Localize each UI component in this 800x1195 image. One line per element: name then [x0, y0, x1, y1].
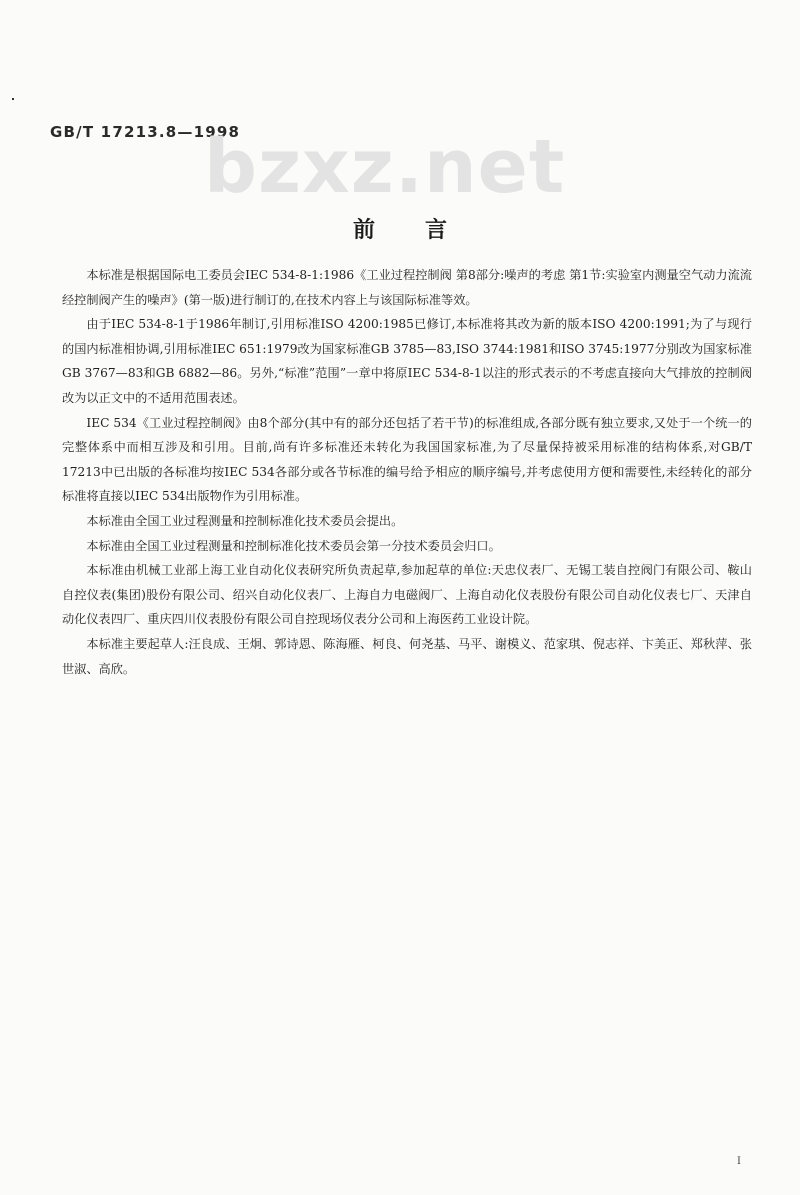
paragraph-1: 本标准是根据国际电工委员会IEC 534-8-1:1986《工业过程控制阀 第8部分:噪声的考虑 第1节:实验室内测量空气动力流流经控制阀产生的噪声》(第一版)进行制订的,在技术内容上与该国际标准等效。 — [62, 268, 752, 307]
paragraph-3: IEC 534《工业过程控制阀》由8个部分(其中有的部分还包括了若干节)的标准组成,各部分既有独立要求,又处于一个统一的完整体系中而相互涉及和引用。目前,尚有许多标准还未转化为我国国家标准,为了尽量保持被采用标准的结构体系,对GB/T 17213中已出版的各标准均按IEC 534各部分或各节标准的编号给予相应的顺序编号,并考虑使用方便和需要性,未经转化的部分标准将直接以IEC 534出版物作为引用标准。 — [62, 415, 752, 504]
scan-speck — [12, 98, 14, 100]
paragraph-6: 本标准由机械工业部上海工业自动化仪表研究所负责起草,参加起草的单位:天忠仪表厂、无锡工装自控阀门有限公司、鞍山自控仪表(集团)股份有限公司、绍兴自动化仪表厂、上海自力电磁阀厂、上海自动化仪表股份有限公司自动化仪表七厂、天津自动化仪表四厂、重庆四川仪表股份有限公司自控现场仪表分公司和上海医药工业设计院。 — [62, 563, 752, 627]
site-watermark: bzxz.net — [204, 124, 566, 210]
paragraph-4: 本标准由全国工业过程测量和控制标准化技术委员会提出。 — [86, 513, 404, 528]
foreword-body — [62, 263, 752, 681]
paragraph-7: 本标准主要起草人:汪良成、王炯、郭诗恩、陈海雁、柯良、何尧基、马平、谢模义、范家琪、倪志祥、卞美正、郑秋萍、张世淑、高欣。 — [62, 636, 752, 676]
page-number: I — [737, 1156, 741, 1167]
page-title: 前言 — [352, 217, 497, 243]
paragraph-2: 由于IEC 534-8-1于1986年制订,引用标准ISO 4200:1985已修订,本标准将其改为新的版本ISO 4200:1991;为了与现行的国内标准相协调,引用标准IEC 651:1979改为国家标准GB 3785—83,ISO 3744:1981和ISO 3745:1977分别改为国家标准GB 3767—83和GB 6882—86。另外,“标准”范围”一章中将原IEC 534-8-1以注的形式表示的不考虑直接向大气排放的控制阀改为以正文中的不适用范围表述。 — [62, 317, 752, 405]
standard-number: GB/T 17213.8—1998 — [50, 123, 241, 141]
paragraph-5: 本标准由全国工业过程测量和控制标准化技术委员会第一分技术委员会归口。 — [86, 538, 501, 553]
